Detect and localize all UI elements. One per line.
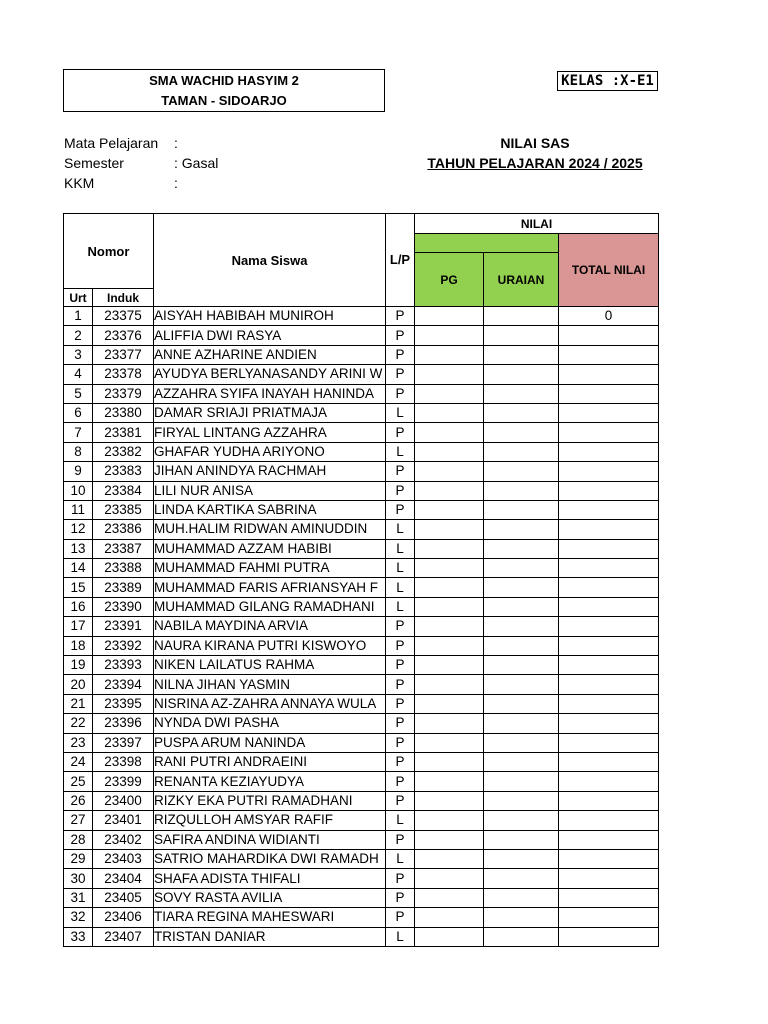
cell-total bbox=[559, 656, 659, 675]
semester-row bbox=[64, 153, 219, 173]
cell-pg bbox=[415, 403, 484, 422]
cell-total bbox=[559, 617, 659, 636]
cell-pg bbox=[415, 481, 484, 500]
cell-urt: 10 bbox=[64, 481, 93, 500]
cell-nama: SOVY RASTA AVILIA bbox=[154, 888, 386, 907]
cell-nama: FIRYAL LINTANG AZZAHRA bbox=[154, 423, 386, 442]
kkm-row bbox=[64, 173, 178, 193]
cell-urt: 31 bbox=[64, 888, 93, 907]
table-row bbox=[64, 714, 659, 733]
cell-induk: 23391 bbox=[93, 617, 154, 636]
cell-induk: 23383 bbox=[93, 462, 154, 481]
cell-pg bbox=[415, 345, 484, 364]
cell-total bbox=[559, 791, 659, 810]
cell-urt: 13 bbox=[64, 539, 93, 558]
table-row bbox=[64, 908, 659, 927]
cell-nama: NILNA JIHAN YASMIN bbox=[154, 675, 386, 694]
cell-nama: JIHAN ANINDYA RACHMAH bbox=[154, 462, 386, 481]
cell-uraian bbox=[484, 307, 559, 326]
cell-nama: AZZAHRA SYIFA INAYAH HANINDA bbox=[154, 384, 386, 403]
cell-pg bbox=[415, 307, 484, 326]
cell-lp: P bbox=[386, 345, 415, 364]
cell-nama: NYNDA DWI PASHA bbox=[154, 714, 386, 733]
cell-lp: L bbox=[386, 927, 415, 946]
cell-induk: 23404 bbox=[93, 869, 154, 888]
school-name: SMA WACHID HASYIM 2 bbox=[149, 73, 299, 88]
cell-induk: 23392 bbox=[93, 636, 154, 655]
cell-induk: 23401 bbox=[93, 811, 154, 830]
cell-induk: 23395 bbox=[93, 694, 154, 713]
header-nomor: Nomor bbox=[64, 214, 154, 289]
cell-total bbox=[559, 888, 659, 907]
cell-uraian bbox=[484, 559, 559, 578]
cell-pg bbox=[415, 849, 484, 868]
cell-total bbox=[559, 423, 659, 442]
table-row bbox=[64, 617, 659, 636]
table-row bbox=[64, 597, 659, 616]
table-row bbox=[64, 345, 659, 364]
kkm-value: : bbox=[174, 175, 178, 191]
cell-induk: 23393 bbox=[93, 656, 154, 675]
cell-total bbox=[559, 714, 659, 733]
cell-pg bbox=[415, 888, 484, 907]
table-row bbox=[64, 539, 659, 558]
cell-lp: P bbox=[386, 772, 415, 791]
cell-nama: NIKEN LAILATUS RAHMA bbox=[154, 656, 386, 675]
cell-uraian bbox=[484, 617, 559, 636]
cell-total bbox=[559, 927, 659, 946]
cell-uraian bbox=[484, 423, 559, 442]
cell-total bbox=[559, 694, 659, 713]
table-row bbox=[64, 733, 659, 752]
cell-pg bbox=[415, 908, 484, 927]
cell-total bbox=[559, 520, 659, 539]
table-row bbox=[64, 888, 659, 907]
cell-lp: P bbox=[386, 656, 415, 675]
cell-induk: 23388 bbox=[93, 559, 154, 578]
cell-uraian bbox=[484, 578, 559, 597]
cell-nama: NABILA MAYDINA ARVIA bbox=[154, 617, 386, 636]
cell-total bbox=[559, 345, 659, 364]
grades-table bbox=[63, 213, 659, 947]
cell-nama: NISRINA AZ-ZAHRA ANNAYA WULA bbox=[154, 694, 386, 713]
cell-induk: 23376 bbox=[93, 326, 154, 345]
table-row bbox=[64, 442, 659, 461]
cell-urt: 7 bbox=[64, 423, 93, 442]
cell-urt: 26 bbox=[64, 791, 93, 810]
cell-total bbox=[559, 481, 659, 500]
cell-lp: L bbox=[386, 539, 415, 558]
cell-induk: 23397 bbox=[93, 733, 154, 752]
cell-nama: SHAFA ADISTA THIFALI bbox=[154, 869, 386, 888]
table-row bbox=[64, 636, 659, 655]
cell-total bbox=[559, 869, 659, 888]
cell-uraian bbox=[484, 908, 559, 927]
header-green-band bbox=[415, 234, 559, 253]
cell-induk: 23375 bbox=[93, 307, 154, 326]
cell-pg bbox=[415, 539, 484, 558]
cell-induk: 23377 bbox=[93, 345, 154, 364]
cell-pg bbox=[415, 656, 484, 675]
cell-pg bbox=[415, 442, 484, 461]
cell-induk: 23394 bbox=[93, 675, 154, 694]
cell-pg bbox=[415, 927, 484, 946]
cell-lp: P bbox=[386, 307, 415, 326]
cell-lp: P bbox=[386, 462, 415, 481]
cell-induk: 23384 bbox=[93, 481, 154, 500]
table-row bbox=[64, 578, 659, 597]
cell-lp: P bbox=[386, 423, 415, 442]
cell-pg bbox=[415, 752, 484, 771]
cell-lp: P bbox=[386, 326, 415, 345]
cell-lp: L bbox=[386, 559, 415, 578]
cell-pg bbox=[415, 617, 484, 636]
cell-lp: L bbox=[386, 811, 415, 830]
cell-nama: MUHAMMAD GILANG RAMADHANI bbox=[154, 597, 386, 616]
cell-uraian bbox=[484, 365, 559, 384]
cell-urt: 6 bbox=[64, 403, 93, 422]
cell-induk: 23396 bbox=[93, 714, 154, 733]
cell-total bbox=[559, 559, 659, 578]
cell-total bbox=[559, 442, 659, 461]
cell-uraian bbox=[484, 733, 559, 752]
table-row bbox=[64, 481, 659, 500]
cell-lp: P bbox=[386, 694, 415, 713]
table-row bbox=[64, 559, 659, 578]
cell-lp: L bbox=[386, 849, 415, 868]
school-header-box bbox=[63, 69, 385, 112]
header-nama-siswa: Nama Siswa bbox=[154, 214, 386, 307]
table-row bbox=[64, 849, 659, 868]
cell-pg bbox=[415, 326, 484, 345]
cell-nama: RIZKY EKA PUTRI RAMADHANI bbox=[154, 791, 386, 810]
cell-pg bbox=[415, 772, 484, 791]
table-row bbox=[64, 772, 659, 791]
cell-induk: 23381 bbox=[93, 423, 154, 442]
cell-total bbox=[559, 597, 659, 616]
cell-pg bbox=[415, 559, 484, 578]
cell-induk: 23385 bbox=[93, 500, 154, 519]
cell-urt: 15 bbox=[64, 578, 93, 597]
cell-uraian bbox=[484, 656, 559, 675]
report-title: NILAI SAS bbox=[500, 135, 570, 151]
cell-total bbox=[559, 733, 659, 752]
cell-uraian bbox=[484, 520, 559, 539]
table-row bbox=[64, 462, 659, 481]
cell-lp: L bbox=[386, 403, 415, 422]
cell-nama: AISYAH HABIBAH MUNIROH bbox=[154, 307, 386, 326]
cell-total bbox=[559, 462, 659, 481]
header-uraian: URAIAN bbox=[484, 253, 559, 307]
cell-urt: 4 bbox=[64, 365, 93, 384]
cell-induk: 23407 bbox=[93, 927, 154, 946]
cell-total bbox=[559, 675, 659, 694]
class-label: KELAS :X-E1 bbox=[557, 71, 658, 91]
cell-pg bbox=[415, 423, 484, 442]
cell-induk: 23399 bbox=[93, 772, 154, 791]
cell-total bbox=[559, 830, 659, 849]
table-row bbox=[64, 656, 659, 675]
cell-nama: RENANTA KEZIAYUDYA bbox=[154, 772, 386, 791]
table-row bbox=[64, 791, 659, 810]
table-row bbox=[64, 365, 659, 384]
cell-lp: L bbox=[386, 442, 415, 461]
cell-urt: 5 bbox=[64, 384, 93, 403]
cell-induk: 23403 bbox=[93, 849, 154, 868]
cell-total bbox=[559, 539, 659, 558]
cell-uraian bbox=[484, 811, 559, 830]
cell-uraian bbox=[484, 442, 559, 461]
cell-pg bbox=[415, 578, 484, 597]
subject-row bbox=[64, 133, 178, 153]
header-urt: Urt bbox=[64, 289, 93, 307]
cell-urt: 16 bbox=[64, 597, 93, 616]
school-location: TAMAN - SIDOARJO bbox=[161, 93, 287, 108]
semester-label: Semester bbox=[64, 155, 124, 171]
cell-urt: 11 bbox=[64, 500, 93, 519]
table-row bbox=[64, 384, 659, 403]
cell-uraian bbox=[484, 539, 559, 558]
cell-uraian bbox=[484, 384, 559, 403]
cell-lp: P bbox=[386, 908, 415, 927]
cell-lp: P bbox=[386, 714, 415, 733]
table-row bbox=[64, 694, 659, 713]
table-row bbox=[64, 869, 659, 888]
cell-uraian bbox=[484, 927, 559, 946]
cell-uraian bbox=[484, 830, 559, 849]
cell-nama: MUH.HALIM RIDWAN AMINUDDIN bbox=[154, 520, 386, 539]
cell-induk: 23402 bbox=[93, 830, 154, 849]
header-pg: PG bbox=[415, 253, 484, 307]
cell-total bbox=[559, 384, 659, 403]
cell-total bbox=[559, 849, 659, 868]
cell-lp: P bbox=[386, 791, 415, 810]
cell-uraian bbox=[484, 888, 559, 907]
cell-total bbox=[559, 365, 659, 384]
cell-nama: AYUDYA BERLYANASANDY ARINI W bbox=[154, 365, 386, 384]
cell-urt: 12 bbox=[64, 520, 93, 539]
cell-total bbox=[559, 772, 659, 791]
cell-lp: P bbox=[386, 481, 415, 500]
cell-lp: P bbox=[386, 869, 415, 888]
table-row bbox=[64, 520, 659, 539]
cell-nama: SAFIRA ANDINA WIDIANTI bbox=[154, 830, 386, 849]
academic-year: TAHUN PELAJARAN 2024 / 2025 bbox=[427, 155, 643, 171]
cell-induk: 23406 bbox=[93, 908, 154, 927]
cell-lp: L bbox=[386, 520, 415, 539]
cell-uraian bbox=[484, 326, 559, 345]
semester-value: : Gasal bbox=[174, 155, 219, 171]
cell-urt: 3 bbox=[64, 345, 93, 364]
table-row bbox=[64, 403, 659, 422]
cell-uraian bbox=[484, 462, 559, 481]
cell-nama: MUHAMMAD FAHMI PUTRA bbox=[154, 559, 386, 578]
cell-uraian bbox=[484, 694, 559, 713]
cell-pg bbox=[415, 462, 484, 481]
cell-nama: ALIFFIA DWI RASYA bbox=[154, 326, 386, 345]
table-row bbox=[64, 675, 659, 694]
cell-nama: RIZQULLOH AMSYAR RAFIF bbox=[154, 811, 386, 830]
header-induk: Induk bbox=[93, 289, 154, 307]
cell-pg bbox=[415, 675, 484, 694]
table-row bbox=[64, 927, 659, 946]
cell-pg bbox=[415, 520, 484, 539]
cell-induk: 23398 bbox=[93, 752, 154, 771]
kkm-label: KKM bbox=[64, 175, 95, 191]
cell-uraian bbox=[484, 714, 559, 733]
cell-uraian bbox=[484, 752, 559, 771]
cell-lp: P bbox=[386, 888, 415, 907]
cell-nama: ANNE AZHARINE ANDIEN bbox=[154, 345, 386, 364]
cell-pg bbox=[415, 365, 484, 384]
cell-pg bbox=[415, 694, 484, 713]
header-total-nilai: TOTAL NILAI bbox=[559, 234, 659, 307]
cell-nama: MUHAMMAD FARIS AFRIANSYAH F bbox=[154, 578, 386, 597]
cell-urt: 29 bbox=[64, 849, 93, 868]
cell-total bbox=[559, 326, 659, 345]
table-row bbox=[64, 326, 659, 345]
cell-lp: L bbox=[386, 578, 415, 597]
cell-nama: LILI NUR ANISA bbox=[154, 481, 386, 500]
cell-nama: TRISTAN DANIAR bbox=[154, 927, 386, 946]
cell-total bbox=[559, 636, 659, 655]
cell-uraian bbox=[484, 772, 559, 791]
cell-urt: 22 bbox=[64, 714, 93, 733]
cell-nama: MUHAMMAD AZZAM HABIBI bbox=[154, 539, 386, 558]
cell-urt: 2 bbox=[64, 326, 93, 345]
cell-urt: 9 bbox=[64, 462, 93, 481]
cell-pg bbox=[415, 791, 484, 810]
cell-pg bbox=[415, 811, 484, 830]
cell-lp: P bbox=[386, 500, 415, 519]
cell-pg bbox=[415, 597, 484, 616]
cell-uraian bbox=[484, 869, 559, 888]
cell-lp: L bbox=[386, 597, 415, 616]
cell-total bbox=[559, 811, 659, 830]
cell-induk: 23380 bbox=[93, 403, 154, 422]
header-nilai: NILAI bbox=[415, 214, 659, 234]
cell-total: 0 bbox=[559, 307, 659, 326]
cell-pg bbox=[415, 714, 484, 733]
cell-lp: P bbox=[386, 636, 415, 655]
cell-uraian bbox=[484, 791, 559, 810]
cell-lp: P bbox=[386, 752, 415, 771]
cell-urt: 25 bbox=[64, 772, 93, 791]
cell-total bbox=[559, 500, 659, 519]
cell-nama: SATRIO MAHARDIKA DWI RAMADH bbox=[154, 849, 386, 868]
cell-induk: 23387 bbox=[93, 539, 154, 558]
table-row bbox=[64, 423, 659, 442]
cell-induk: 23378 bbox=[93, 365, 154, 384]
cell-urt: 14 bbox=[64, 559, 93, 578]
cell-induk: 23390 bbox=[93, 597, 154, 616]
cell-induk: 23389 bbox=[93, 578, 154, 597]
cell-lp: P bbox=[386, 617, 415, 636]
table-row bbox=[64, 752, 659, 771]
cell-nama: RANI PUTRI ANDRAEINI bbox=[154, 752, 386, 771]
cell-urt: 20 bbox=[64, 675, 93, 694]
cell-uraian bbox=[484, 675, 559, 694]
cell-pg bbox=[415, 636, 484, 655]
cell-induk: 23405 bbox=[93, 888, 154, 907]
table-row bbox=[64, 830, 659, 849]
student-rows bbox=[64, 307, 659, 947]
cell-urt: 27 bbox=[64, 811, 93, 830]
subject-value: : bbox=[174, 135, 178, 151]
cell-urt: 1 bbox=[64, 307, 93, 326]
cell-induk: 23382 bbox=[93, 442, 154, 461]
cell-urt: 30 bbox=[64, 869, 93, 888]
header-lp: L/P bbox=[386, 214, 415, 307]
cell-total bbox=[559, 403, 659, 422]
table-row bbox=[64, 307, 659, 326]
cell-nama: DAMAR SRIAJI PRIATMAJA bbox=[154, 403, 386, 422]
subject-label: Mata Pelajaran bbox=[64, 135, 159, 151]
cell-nama: PUSPA ARUM NANINDA bbox=[154, 733, 386, 752]
cell-urt: 32 bbox=[64, 908, 93, 927]
cell-urt: 21 bbox=[64, 694, 93, 713]
cell-lp: P bbox=[386, 384, 415, 403]
cell-urt: 17 bbox=[64, 617, 93, 636]
cell-uraian bbox=[484, 849, 559, 868]
cell-induk: 23386 bbox=[93, 520, 154, 539]
cell-induk: 23400 bbox=[93, 791, 154, 810]
cell-lp: P bbox=[386, 365, 415, 384]
cell-nama: LINDA KARTIKA SABRINA bbox=[154, 500, 386, 519]
cell-nama: GHAFAR YUDHA ARIYONO bbox=[154, 442, 386, 461]
cell-nama: NAURA KIRANA PUTRI KISWOYO bbox=[154, 636, 386, 655]
cell-uraian bbox=[484, 597, 559, 616]
cell-lp: P bbox=[386, 675, 415, 694]
cell-uraian bbox=[484, 500, 559, 519]
table-row bbox=[64, 811, 659, 830]
cell-uraian bbox=[484, 403, 559, 422]
cell-induk: 23379 bbox=[93, 384, 154, 403]
cell-urt: 33 bbox=[64, 927, 93, 946]
cell-uraian bbox=[484, 636, 559, 655]
cell-uraian bbox=[484, 345, 559, 364]
cell-uraian bbox=[484, 481, 559, 500]
cell-urt: 23 bbox=[64, 733, 93, 752]
cell-total bbox=[559, 578, 659, 597]
cell-pg bbox=[415, 869, 484, 888]
cell-urt: 28 bbox=[64, 830, 93, 849]
cell-lp: P bbox=[386, 830, 415, 849]
cell-pg bbox=[415, 733, 484, 752]
cell-pg bbox=[415, 830, 484, 849]
cell-urt: 18 bbox=[64, 636, 93, 655]
cell-total bbox=[559, 752, 659, 771]
cell-nama: TIARA REGINA MAHESWARI bbox=[154, 908, 386, 927]
cell-urt: 24 bbox=[64, 752, 93, 771]
cell-pg bbox=[415, 384, 484, 403]
cell-total bbox=[559, 908, 659, 927]
cell-urt: 8 bbox=[64, 442, 93, 461]
cell-lp: P bbox=[386, 733, 415, 752]
table-row bbox=[64, 500, 659, 519]
cell-urt: 19 bbox=[64, 656, 93, 675]
cell-pg bbox=[415, 500, 484, 519]
